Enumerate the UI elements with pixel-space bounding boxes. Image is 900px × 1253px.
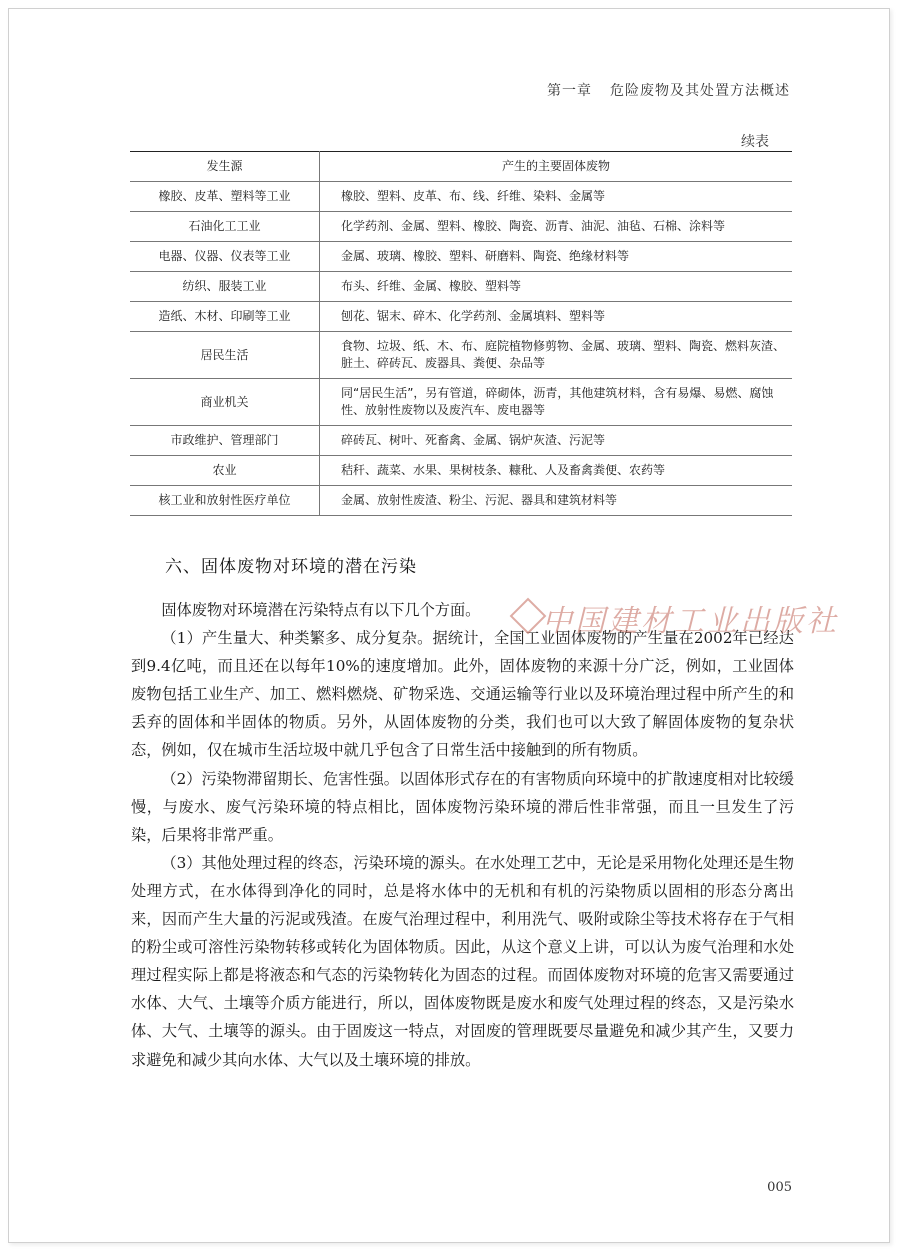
column-header-source: 发生源 xyxy=(130,152,320,182)
paragraph-point-3: （3）其他处理过程的终态，污染环境的源头。在水处理工艺中，无论是采用物化处理还是生物处理方式，在水体得到净化的同时，总是将水体中的无机和有机的污染物质以固相的形态分离出来，因而产生大量的污泥或残渣。在废气治理过程中，利用洗气、吸附或除尘等技术将存在于气相的粉尘或可溶性污染物转移或转化为固体物质。因此，从这个意义上讲，可以认为废气治理和水处理过程实际上都是将液态和气态的污染物转化为固态的过程。而固体废物对环境的危害又需要通过水体、大气、土壤等介质方能进行，所以，固体废物既是废水和废气处理过程的终态，又是污染水体、大气、土壤等的源头。由于固废这一特点，对固废的管理既要尽量避免和减少其产生，又要力求避免和减少其向水体、大气以及土壤环境的排放。 xyxy=(131,853,794,1069)
waste-cell: 金属、玻璃、橡胶、塑料、研磨料、陶瓷、绝缘材料等 xyxy=(320,242,793,272)
waste-cell: 刨花、锯末、碎木、化学药剂、金属填料、塑料等 xyxy=(320,302,793,332)
table-row xyxy=(130,456,792,486)
waste-cell: 碎砖瓦、树叶、死畜禽、金属、锅炉灰渣、污泥等 xyxy=(320,426,793,456)
paragraph-intro: 固体废物对环境潜在污染特点有以下几个方面。 xyxy=(161,601,481,619)
table-header-row xyxy=(130,152,792,182)
table-row xyxy=(130,486,792,516)
table-row xyxy=(130,182,792,212)
source-cell: 橡胶、皮革、塑料等工业 xyxy=(130,182,320,212)
table-row xyxy=(130,212,792,242)
publisher-watermark: 中国建材工业出版社 xyxy=(542,604,839,639)
table-row xyxy=(130,272,792,302)
paragraph-point-1: （1）产生量大、种类繁多、成分复杂。据统计，全国工业固体废物的产生量在2002年已经达到9.4亿吨，而且还在以每年10%的速度增加。此外，固体废物的来源十分广泛，例如，工业固体废物包括工业生产、加工、燃料燃烧、矿物采选、交通运输等行业以及环境治理过程中所产生的和丢弃的固体和半固体的物质。另外，从固体废物的分类，我们也可以大致了解固体废物的复杂状态，例如，仅在城市生活垃圾中就几乎包含了日常生活中接触到的所有物质。 xyxy=(131,629,794,760)
source-cell: 纺织、服装工业 xyxy=(130,272,320,302)
source-cell: 电器、仪器、仪表等工业 xyxy=(130,242,320,272)
waste-cell: 化学药剂、金属、塑料、橡胶、陶瓷、沥青、油泥、油毡、石棉、涂料等 xyxy=(320,212,793,242)
page-number: 005 xyxy=(767,1180,792,1195)
chapter-title: 危险废物及其处置方法概述 xyxy=(610,83,790,99)
body-text xyxy=(131,596,794,1074)
table-row xyxy=(130,379,792,426)
waste-cell: 金属、放射性废渣、粉尘、污泥、器具和建筑材料等 xyxy=(320,486,793,516)
waste-cell: 橡胶、塑料、皮革、布、线、纤维、染料、金属等 xyxy=(320,182,793,212)
waste-cell: 秸秆、蔬菜、水果、果树枝条、糠秕、人及畜禽粪便、农药等 xyxy=(320,456,793,486)
waste-cell: 同“居民生活”，另有管道，碎砌体，沥青，其他建筑材料，含有易爆、易燃、腐蚀性、放射性废物以及废汽车、废电器等 xyxy=(320,379,793,426)
source-cell: 石油化工工业 xyxy=(130,212,320,242)
table-caption: 续表 xyxy=(741,134,769,150)
table-row xyxy=(130,332,792,379)
running-header xyxy=(547,80,790,100)
source-cell: 农业 xyxy=(130,456,320,486)
column-header-waste: 产生的主要固体废物 xyxy=(320,152,793,182)
waste-cell: 食物、垃圾、纸、木、布、庭院植物修剪物、金属、玻璃、塑料、陶瓷、燃料灰渣、脏土、碎砖瓦、废器具、粪便、杂品等 xyxy=(320,332,793,379)
table-row xyxy=(130,426,792,456)
source-cell: 居民生活 xyxy=(130,332,320,379)
source-cell: 造纸、木材、印刷等工业 xyxy=(130,302,320,332)
paragraph-point-2: （2）污染物滞留期长、危害性强。以固体形式存在的有害物质向环境中的扩散速度相对比较缓慢，与废水、废气污染环境的特点相比，固体废物污染环境的滞后性非常强，而且一旦发生了污染，后果将非常严重。 xyxy=(131,769,794,844)
section-heading: 六、固体废物对环境的潜在污染 xyxy=(165,557,417,577)
source-cell: 商业机关 xyxy=(130,379,320,426)
source-cell: 核工业和放射性医疗单位 xyxy=(130,486,320,516)
waste-source-table xyxy=(130,151,792,516)
chapter-label: 第一章 xyxy=(547,83,592,99)
table-row xyxy=(130,302,792,332)
waste-cell: 布头、纤维、金属、橡胶、塑料等 xyxy=(320,272,793,302)
table-row xyxy=(130,242,792,272)
source-cell: 市政维护、管理部门 xyxy=(130,426,320,456)
